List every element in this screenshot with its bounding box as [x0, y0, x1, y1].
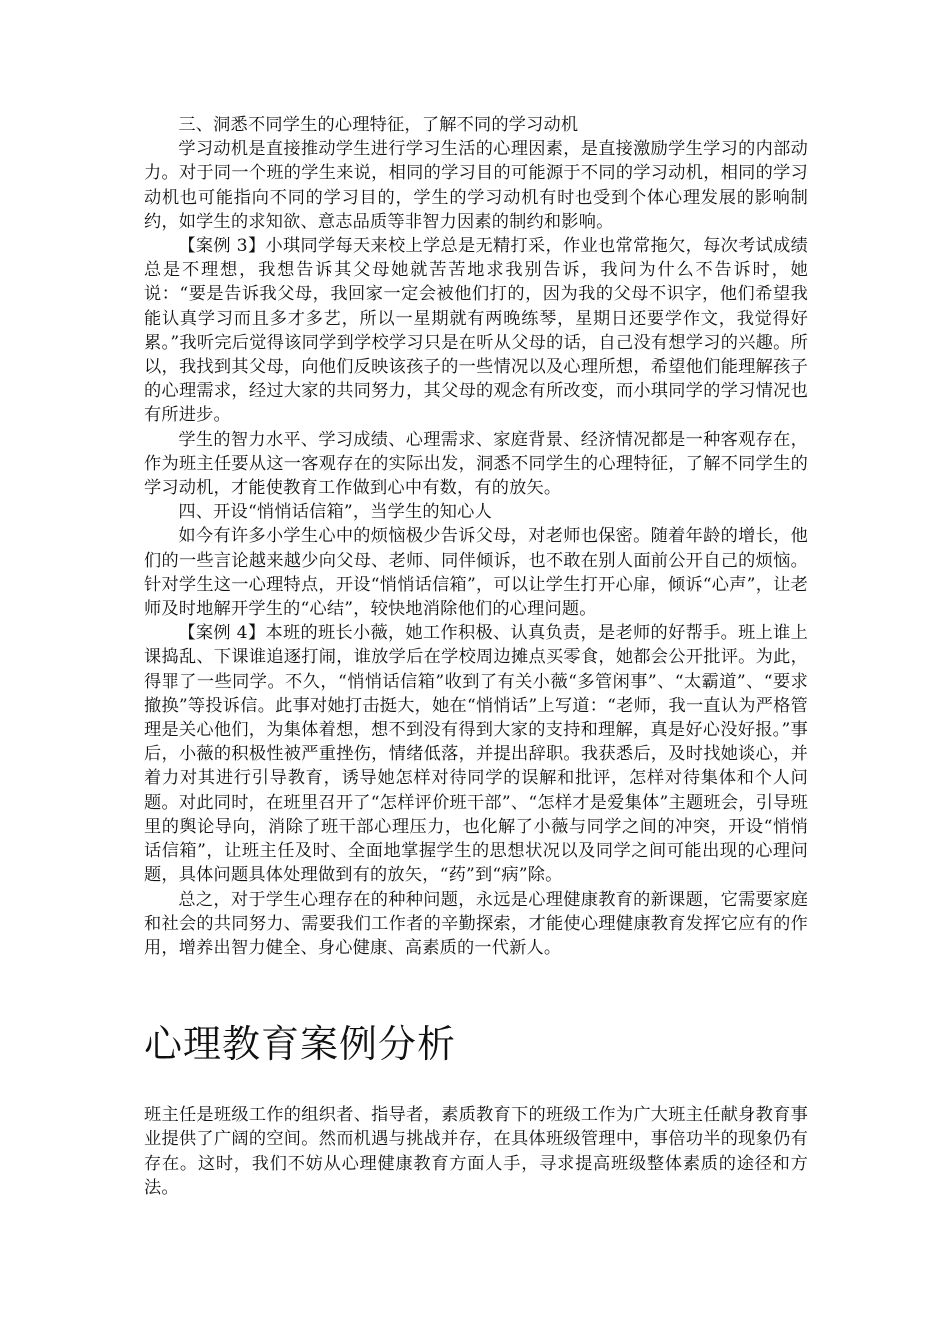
section-heading-3: 三、洞悉不同学生的心理特征，了解不同的学习动机 [178, 115, 579, 135]
intro-paragraph: 班主任是班级工作的组织者、指导者，素质教育下的班级工作为广大班主任献身教育事业提供了广阔的空间。然而机遇与挑战并存，在具体班级管理中，事倍功半的现象仍有存在。这时，我们不妨从心理健康教育方面人手，寻求提高班级整体素质的途径和方法。 [144, 1105, 808, 1199]
conclusion-paragraph: 总之，对于学生心理存在的种种问题，永远是心理健康教育的新课题，它需要家庭和社会的共同努力、需要我们工作者的辛勤探索，才能使心理健康教育发挥它应有的作用，增养出智力健全、身心健康、高素质的一代新人。 [144, 889, 808, 958]
intro-section [144, 1103, 808, 1201]
case-3-paragraph: 【案例 3】小琪同学每天来校上学总是无精打采，作业也常常拖欠，每次考试成绩总是不理想，我想告诉其父母她就苦苦地求我别告诉，我问为什么不告诉时，她说：“要是告诉我父母，我回家一定会被他们打的，因为我的父母不识字，他们希望我能认真学习而且多才多艺，所以一星期就有两晚练琴，星期日还要学作文，我觉得好累。”我听完后觉得该同学到学校学习只是在听从父母的话，自己没有想学习的兴趣。所以，我找到其父母，向他们反映该孩子的一些情况以及心理所想，希望他们能理解孩子的心理需求，经过大家的共同努力，其父母的观念有所改变，而小琪同学的学习情况也有所进步。 [144, 236, 808, 426]
paragraph-whisper-mailbox: 如今有许多小学生心中的烦恼极少告诉父母，对老师也保密。随着年龄的增长，他们的一些言论越来越少向父母、老师、同伴倾诉，也不敢在别人面前公开自己的烦恼。针对学生这一心理特点，开设“悄悄话信箱”，可以让学生打开心扉，倾诉“心声”，让老师及时地解开学生的“心结”，较快地消除他们的心理问题。 [144, 526, 808, 620]
document-title: 心理教育案例分析 [144, 1022, 457, 1066]
paragraph-learning-motivation: 学习动机是直接推动学生进行学习生活的心理因素，是直接激励学生学习的内部动力。对于同一个班的学生来说，相同的学习目的可能源于不同的学习动机，相同的学习动机也可能指向不同的学习目的，学生的学习动机有时也受到个体心理发展的影响制约，如学生的求知欲、意志品质等非智力因素的制约和影响。 [144, 139, 808, 232]
article-body [144, 113, 808, 960]
section-heading-4: 四、开设“悄悄话信箱”，当学生的知心人 [178, 502, 492, 523]
paragraph-student-differences: 学生的智力水平、学习成绩、心理需求、家庭背景、经济情况都是一种客观存在，作为班主任要从这一客观存在的实际出发，洞悉不同学生的心理特征，了解不同学生的学习动机，才能使教育工作做到心中有数，有的放矢。 [144, 429, 808, 499]
case-4-paragraph: 【案例 4】本班的班长小薇，她工作积极、认真负责，是老师的好帮手。班上谁上课捣乱、下课谁追逐打闹，谁放学后在学校周边摊点买零食，她都会公开批评。为此，得罪了一些同学。不久，“悄悄话信箱”收到了有关小薇“多管闲事”、“太霸道”、“要求撤换”等投诉信。此事对她打击挺大，她在“悄悄话”上写道：“老师，我一直认为严格管理是关心他们，为集体着想，想不到没有得到大家的支持和理解，真是好心没好报。”事后，小薇的积极性被严重挫伤，情绪低落，并提出辞职。我获悉后，及时找她谈心，并着力对其进行引导教育，诱导她怎样对待同学的误解和批评，怎样对待集体和个人问题。对此同时，在班里召开了“怎样评价班干部”、“怎样才是爱集体”主题班会，引导班里的舆论导向，消除了班干部心理压力，也化解了小薇与同学之间的冲突，开设“悄悄话信箱”，让班主任及时、全面地掌握学生的思想状况以及同学之间可能出现的心理问题，具体问题具体处理做到有的放矢，“药”到“病”除。 [144, 623, 808, 886]
